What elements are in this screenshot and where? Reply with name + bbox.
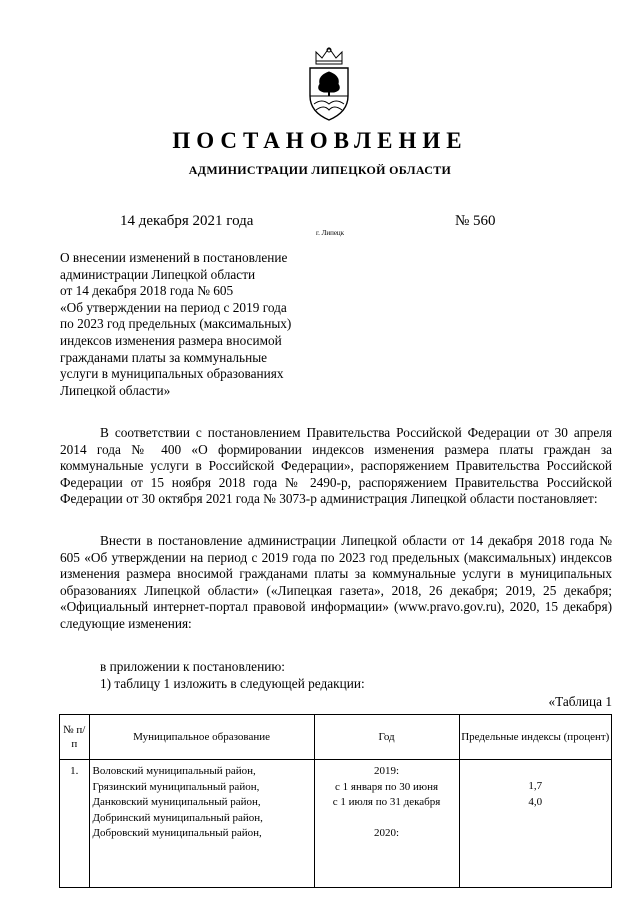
document-number: № 560 <box>455 213 496 229</box>
document-subject <box>60 250 360 399</box>
table-caption: «Таблица 1 <box>548 694 612 709</box>
municipality-name: Добровский муниципальный район, <box>92 827 262 839</box>
document-title: ПОСТАНОВЛЕНИЕ <box>172 128 468 153</box>
subject-line: от 14 декабря 2018 года № 605 <box>60 283 234 299</box>
year-label: 2020: <box>374 826 400 839</box>
appendix-paragraph: в приложении к постановлению: <box>100 659 285 674</box>
table-row <box>60 760 612 888</box>
header-year: Год <box>314 715 459 760</box>
preamble-paragraph: В соответствии с постановлением Правительства Российской Федерации от 30 апреля 2014 года № 400 «О формировании индексов изменения размера платы граждан за коммунальные услуги в Российской Федерации», распоряжением Правительства Российской Федерации от 15 ноября 2018 года № 2490-р, распоряжением Правительства Российской Федерации от 30 октября 2021 года № 3073-р администрация Липецкой области постановляет: <box>60 425 612 507</box>
subject-line: гражданами платы за коммунальные <box>60 349 268 365</box>
municipality-name: Данковский муниципальный район, <box>92 796 261 808</box>
subject-line: О внесении изменений в постановление <box>60 250 288 265</box>
period-label: с 1 января по 30 июня <box>335 780 439 793</box>
subject-line: администрации Липецкой области <box>60 266 256 282</box>
row-num: 1. <box>60 760 90 888</box>
subject-line: услуги в муниципальных образованиях <box>60 366 284 382</box>
indices-table <box>59 714 612 888</box>
document-city: г. Липецк <box>316 229 345 237</box>
index-value: 4,0 <box>528 795 543 808</box>
header-index: Предельные индексы (процент) <box>459 715 611 760</box>
table-header-row <box>60 715 612 760</box>
period-label: с 1 июля по 31 декабря <box>332 796 441 808</box>
subject-line: «Об утверждении на период с 2019 года <box>60 299 287 315</box>
row-municipalities <box>89 760 314 888</box>
year-label: 2019: <box>374 765 400 777</box>
subject-line: индексов изменения размера вносимой <box>60 332 282 348</box>
header-num: № п/п <box>60 715 90 760</box>
document-date: 14 декабря 2021 года <box>120 213 254 229</box>
municipality-name: Добринский муниципальный район, <box>92 811 263 824</box>
municipality-name: Грязинский муниципальный район, <box>92 780 260 793</box>
header-municipality: Муниципальное образование <box>89 715 314 760</box>
table-instruction-paragraph: 1) таблицу 1 изложить в следующей редакции: <box>100 676 365 691</box>
amendment-paragraph: Внести в постановление администрации Липецкой области от 14 декабря 2018 года № 605 «Об утверждении на период с 2019 года по 2023 год предельных (максимальных) индексов изменения размера вносимой гражданами платы за коммунальные услуги в муниципальных образованиях Липецкой области» («Липецкая газета», 2018, 26 декабря; 2019, 25 декабря; «Официальный интернет-портал правовой информации» (www.pravo.gov.ru), 2020, 15 декабря) следующие изменения: <box>60 533 612 631</box>
row-years <box>314 760 459 888</box>
coat-of-arms-icon <box>304 46 354 124</box>
subject-line: по 2023 год предельных (максимальных) <box>60 316 292 332</box>
subject-line: Липецкой области» <box>60 382 171 398</box>
municipality-name: Воловский муниципальный район, <box>92 765 256 777</box>
document-subtitle: АДМИНИСТРАЦИИ ЛИПЕЦКОЙ ОБЛАСТИ <box>188 163 452 177</box>
index-value: 1,7 <box>528 780 543 792</box>
row-indices <box>459 760 611 888</box>
